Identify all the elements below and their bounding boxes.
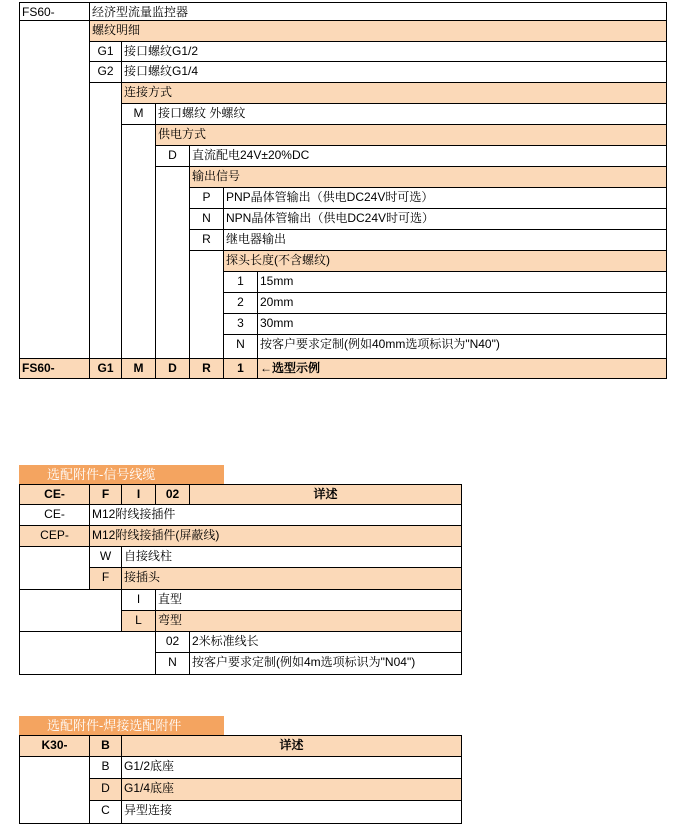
example-cell-connection: M xyxy=(121,358,156,379)
thread-option-code: G2 xyxy=(89,61,122,83)
output-option-code: P xyxy=(189,187,224,209)
connection-spacer-cell xyxy=(121,124,156,359)
weld-spacer-cell xyxy=(19,756,90,824)
probe-section-title: 探头长度(不含螺纹) xyxy=(223,250,667,272)
probe-option-desc: 20mm xyxy=(257,292,667,314)
weld-option-desc: 异型连接 xyxy=(121,800,462,824)
signal-cable-title: 选配附件-信号线缆 xyxy=(19,465,224,485)
thread-spacer-cell xyxy=(89,82,122,359)
power-spacer-cell xyxy=(155,166,190,359)
connection-option-desc: 接口螺纹 外螺纹 xyxy=(155,103,667,125)
probe-option-code: 1 xyxy=(223,271,258,293)
power-option-code: D xyxy=(155,145,190,167)
weld-header-option: B xyxy=(89,735,122,757)
example-cell-probe: 1 xyxy=(223,358,258,379)
product-name-cell: 经济型流量监控器 xyxy=(89,2,667,21)
cable-shape-desc: 直型 xyxy=(155,589,462,611)
thread-option-desc: 接口螺纹G1/4 xyxy=(121,61,667,83)
weld-header-detail: 详述 xyxy=(121,735,462,757)
cable-shape-code: I xyxy=(121,589,156,611)
probe-option-code: N xyxy=(223,334,258,359)
weld-option-desc: G1/4底座 xyxy=(121,778,462,801)
thread-option-code: G1 xyxy=(89,41,122,62)
weld-option-code: D xyxy=(89,778,122,801)
cable-header-length: 02 xyxy=(155,484,190,505)
cable-length-code: 02 xyxy=(155,631,190,653)
cable-wiring-desc: 接插头 xyxy=(121,567,462,590)
cable-length-code: N xyxy=(155,652,190,675)
cable-header-detail: 详述 xyxy=(189,484,462,505)
power-section-title: 供电方式 xyxy=(155,124,667,146)
cable-header-model: CE- xyxy=(19,484,90,505)
weld-header-model: K30- xyxy=(19,735,90,757)
cable-model-desc: M12附线接插件(屏蔽线) xyxy=(89,525,462,547)
cable-header-shape: I xyxy=(121,484,156,505)
example-cell-model: FS60- xyxy=(19,358,90,379)
cable-spacer-cell xyxy=(19,589,122,632)
thread-option-desc: 接口螺纹G1/2 xyxy=(121,41,667,62)
weld-option-desc: G1/2底座 xyxy=(121,756,462,779)
example-label: ←选型示例 xyxy=(257,358,667,379)
example-cell-output: R xyxy=(189,358,224,379)
cable-wiring-code: F xyxy=(89,567,122,590)
cable-header-wiring: F xyxy=(89,484,122,505)
connection-section-title: 连接方式 xyxy=(121,82,667,104)
model-spacer-cell xyxy=(19,20,90,359)
cable-wiring-desc: 自接线柱 xyxy=(121,546,462,568)
output-section-title: 输出信号 xyxy=(189,166,667,188)
output-option-desc: 继电器输出 xyxy=(223,229,667,251)
weld-option-code: C xyxy=(89,800,122,824)
connection-option-code: M xyxy=(121,103,156,125)
probe-option-code: 3 xyxy=(223,313,258,335)
probe-option-desc: 30mm xyxy=(257,313,667,335)
example-cell-thread: G1 xyxy=(89,358,122,379)
cable-model-desc: M12附线接插件 xyxy=(89,504,462,526)
cable-model-code: CE- xyxy=(19,504,90,526)
cable-length-desc: 2米标准线长 xyxy=(189,631,462,653)
output-option-code: R xyxy=(189,229,224,251)
cable-model-code: CEP- xyxy=(19,525,90,547)
cable-wiring-code: W xyxy=(89,546,122,568)
weld-title: 选配附件-焊接选配附件 xyxy=(19,716,224,736)
cable-length-desc: 按客户要求定制(例如4m选项标识为"N04") xyxy=(189,652,462,675)
cable-shape-desc: 弯型 xyxy=(155,610,462,632)
power-option-desc: 直流配电24V±20%DC xyxy=(189,145,667,167)
model-code-cell: FS60- xyxy=(19,2,90,21)
output-option-desc: PNP晶体管输出（供电DC24V时可选） xyxy=(223,187,667,209)
output-spacer-cell xyxy=(189,250,224,359)
weld-option-code: B xyxy=(89,756,122,779)
output-option-code: N xyxy=(189,208,224,230)
output-option-desc: NPN晶体管输出（供电DC24V时可选） xyxy=(223,208,667,230)
probe-option-desc: 按客户要求定制(例如40mm选项标识为"N40") xyxy=(257,334,667,359)
cable-shape-code: L xyxy=(121,610,156,632)
example-cell-power: D xyxy=(155,358,190,379)
thread-section-title: 螺纹明细 xyxy=(89,20,667,42)
probe-option-code: 2 xyxy=(223,292,258,314)
cable-spacer-cell xyxy=(19,631,156,675)
cable-spacer-cell xyxy=(19,546,90,590)
probe-option-desc: 15mm xyxy=(257,271,667,293)
